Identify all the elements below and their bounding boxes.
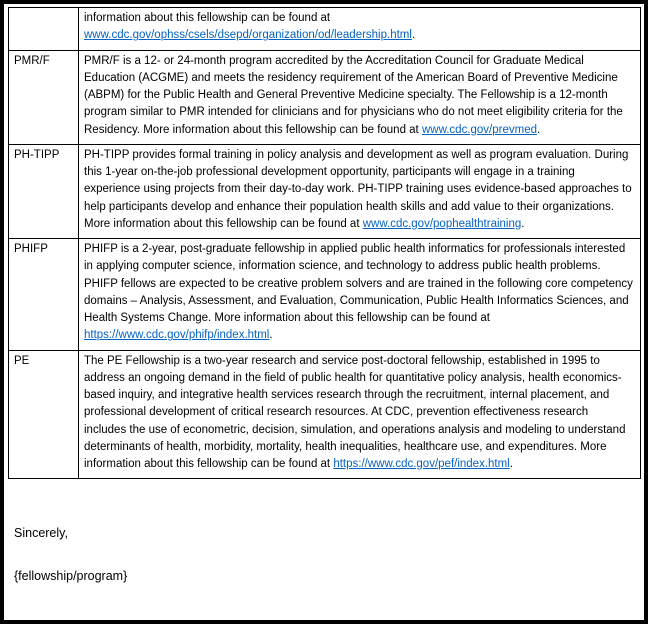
signature-placeholder: {fellowship/program} [14,568,128,583]
fellowship-description-cell [79,50,641,144]
description-text: . [269,329,273,342]
document-body [4,4,644,584]
table-row [9,350,641,479]
fellowship-link[interactable]: www.cdc.gov/pophealthtraining [362,217,522,230]
fellowship-acronym-cell: PE [9,350,79,479]
fellowship-description-cell [79,239,641,351]
fellowship-acronym-cell: PMR/F [9,50,79,144]
description-text: . [411,29,416,42]
fellowship-acronym-cell [9,8,79,51]
letter-closing-block [8,525,640,584]
fellowship-link[interactable]: www.cdc.gov/ophss/csels/dsepd/organization/od/leadership.html [84,29,412,42]
description-text: The PE Fellowship is a two-year research and service post-doctoral fellowship, established in 1995 to address an ongoing demand in the field of public health for quantitative policy analysis, health economics-based inquiry, and integrative health services research through the recruitment, internal placement, and professional development of critical research resources. At CDC, prevention effectiveness research includes the use of econometric, decision, simulation, and operations analysis and modeling to understand determinants of health, morbidity, mortality, health inequalities, healthcare use, and expenditures. More information about this fellowship can be found at [84,354,626,470]
description-text: PH-TIPP provides formal training in policy analysis and development as well as program evaluation. During this 1-year on-the-job professional development opportunity, participants will engage in a training experience using projects from their day-to-day work. PH-TIPP training uses evidence-based approaches to help participants develop and enhance their population health skills and add value to their organizations. More information about this fellowship can be found at [84,148,632,230]
table-row [9,8,641,51]
table-row [9,239,641,351]
fellowship-table [8,7,641,479]
closing-text: Sincerely, [14,526,68,541]
fellowship-link[interactable]: https://www.cdc.gov/phifp/index.html [84,329,270,342]
description-text: . [509,458,513,470]
description-text: information about this fellowship can be found at [84,12,331,24]
description-text: PHIFP is a 2-year, post-graduate fellowship in applied public health informatics for professionals interested in applying computer science, information science, and technology to address public health problems. PHIFP fellows are expected to be creative problem solvers and are trained in the following core competency domains – Analysis, Assessment, and Evaluation, Communication, Public Health Informatics Sciences, and Health Systems Change. More information about this fellowship can be found at [84,243,633,324]
fellowship-acronym-cell: PH-TIPP [9,144,79,238]
fellowship-description-cell [79,350,641,479]
fellowship-acronym-cell: PHIFP [9,239,79,351]
description-text: PMR/F is a 12- or 24-month program accredited by the Accreditation Council for Graduate Medical Education (ACGME) and meets the residency requirement of the American Board of Preventive Medicine (ABPM) for the Public Health and General Preventive Medicine specialty. The Fellowship is a 12-month program similar to PMR intended for clinicians and for physicians who do not meet eligibility criteria for the Residency. More information about this fellowship can be found at [84,54,623,136]
description-text: . [521,217,525,230]
fellowship-link[interactable]: www.cdc.gov/prevmed [421,123,537,136]
fellowship-link[interactable]: https://www.cdc.gov/pef/index.html [333,458,510,470]
fellowship-description-cell [79,8,641,51]
table-row [9,50,641,144]
description-text: . [537,123,541,136]
fellowship-description-cell [79,144,641,238]
table-row [9,144,641,238]
